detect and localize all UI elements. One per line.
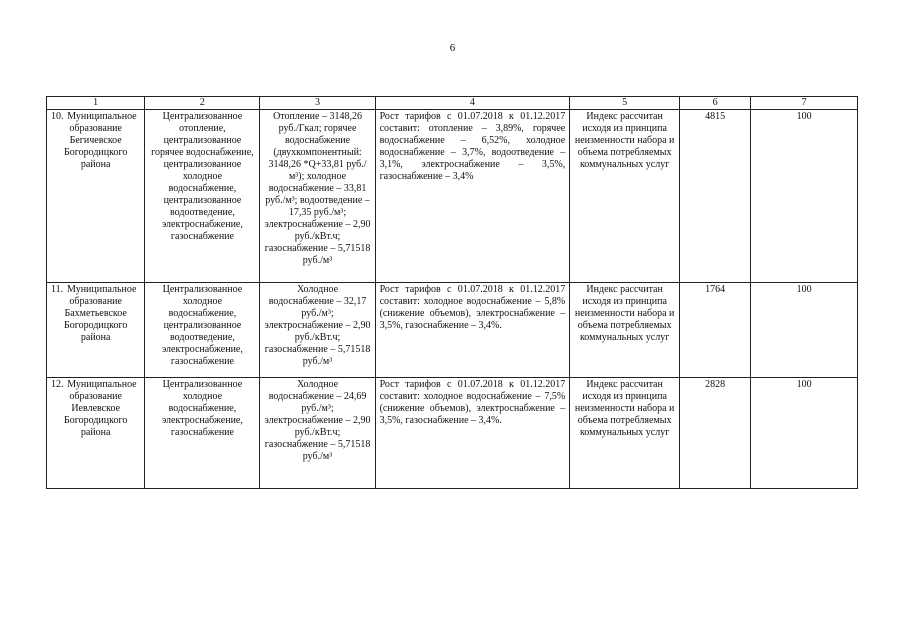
tariff-table	[46, 96, 858, 489]
index-cell: Индекс рассчитан исходя из принципа неизменности набора и объема потребляемых коммунальных услуг	[570, 378, 680, 489]
tariffs-cell: Холодное водоснабжение – 32,17 руб./м³; электроснабжение – 2,90 руб./кВт.ч; газоснабжение – 5,71518 руб./м³	[260, 283, 375, 378]
municipality-name: Муниципальное образование Бегичевское Богородицкого района	[64, 111, 137, 170]
table-row	[47, 110, 858, 283]
municipality-name: Муниципальное образование Иевлевское Богородицкого района	[64, 379, 137, 438]
services-cell: Централизованное холодное водоснабжение, электроснабжение, газоснабжение	[145, 378, 260, 489]
column-header-6: 6	[680, 97, 751, 110]
share-cell: 100	[751, 110, 858, 283]
share-cell: 100	[751, 378, 858, 489]
row-number: 10.	[51, 111, 64, 122]
municipality-name: Муниципальное образование Бахметьевское Богородицкого района	[64, 284, 137, 343]
services-cell: Централизованное отопление, централизованное горячее водоснабжение, централизованное холодное водоснабжение, централизованное водоотведение, электроснабжение, газоснабжение	[145, 110, 260, 283]
services-cell: Централизованное холодное водоснабжение, централизованное водоотведение, электроснабжение, газоснабжение	[145, 283, 260, 378]
table-row	[47, 283, 858, 378]
column-header-7: 7	[751, 97, 858, 110]
municipality-cell	[47, 378, 145, 489]
header-row	[47, 97, 858, 110]
column-header-5: 5	[570, 97, 680, 110]
municipality-cell	[47, 283, 145, 378]
column-header-4: 4	[375, 97, 570, 110]
row-number: 11.	[51, 284, 64, 295]
column-header-3: 3	[260, 97, 375, 110]
page-number: 6	[449, 42, 456, 54]
growth-cell: Рост тарифов с 01.07.2018 к 01.12.2017 составит: холодное водоснабжение – 7,5% (снижение объемов), электроснабжение – 3,5%, газоснабжение – 3,4%.	[375, 378, 570, 489]
column-header-1: 1	[47, 97, 145, 110]
index-cell: Индекс рассчитан исходя из принципа неизменности набора и объема потребляемых коммунальных услуг	[570, 110, 680, 283]
tariffs-cell: Отопление – 3148,26 руб./Гкал; горячее водоснабжение (двухкомпонентный: 3148,26 *Q+33,81 руб./м³); холодное водоснабжение – 33,81 руб./м³; водоотведение – 17,35 руб./м³; электроснабжение – 2,90 руб./кВт.ч; газоснабжение – 5,71518 руб./м³	[260, 110, 375, 283]
growth-cell: Рост тарифов с 01.07.2018 к 01.12.2017 составит: холодное водоснабжение – 5,8% (снижение объемов), электроснабжение – 3,5%, газоснабжение – 3,4%.	[375, 283, 570, 378]
population-cell: 1764	[680, 283, 751, 378]
population-cell: 2828	[680, 378, 751, 489]
population-cell: 4815	[680, 110, 751, 283]
index-cell: Индекс рассчитан исходя из принципа неизменности набора и объема потребляемых коммунальных услуг	[570, 283, 680, 378]
row-number: 12.	[51, 379, 64, 390]
tariffs-cell: Холодное водоснабжение – 24,69 руб./м³; электроснабжение – 2,90 руб./кВт.ч; газоснабжение – 5,71518 руб./м³	[260, 378, 375, 489]
municipality-cell	[47, 110, 145, 283]
column-header-2: 2	[145, 97, 260, 110]
growth-cell: Рост тарифов с 01.07.2018 к 01.12.2017 составит: отопление – 3,89%, горячее водоснабжение – 6,52%, холодное водоснабжение – 3,7%, водоотведение – 3,1%, электроснабжение – 3,5%, газоснабжение – 3,4%	[375, 110, 570, 283]
table-row	[47, 378, 858, 489]
share-cell: 100	[751, 283, 858, 378]
